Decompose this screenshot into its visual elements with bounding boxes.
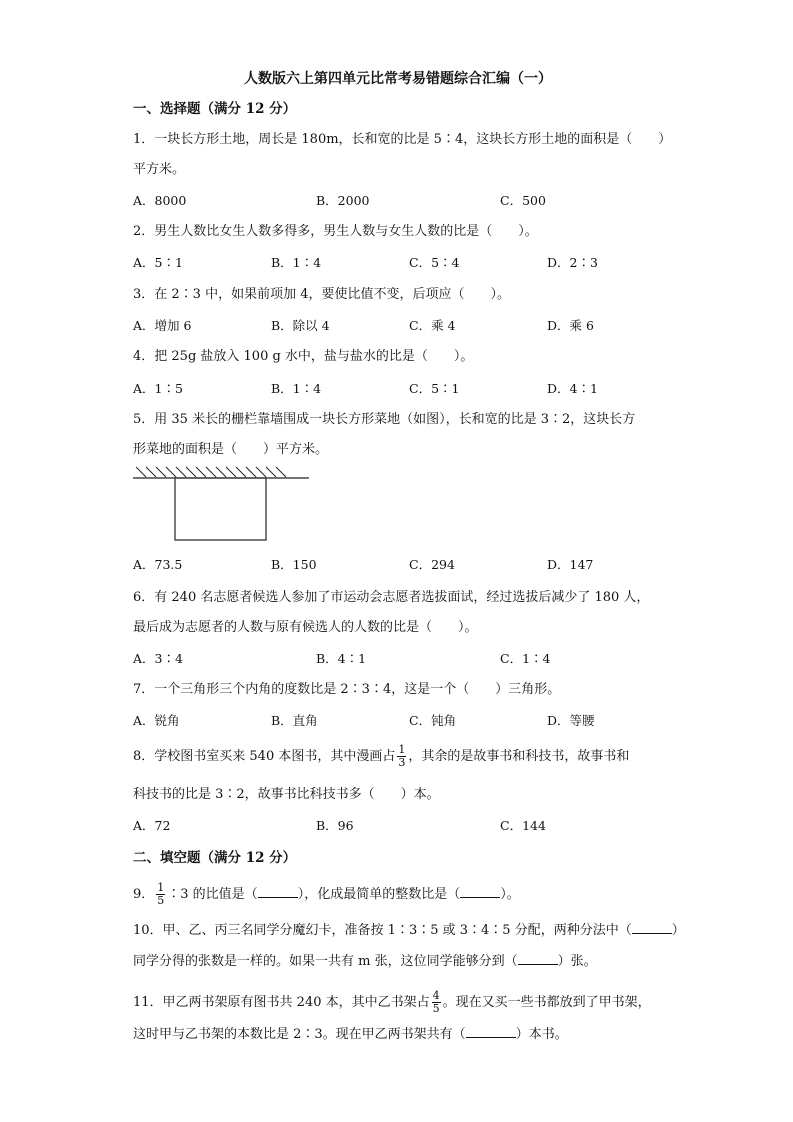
q3-option-b[interactable]: B．除以 4 [271,318,330,333]
question-6-line-2: 最后成为志愿者的人数与原有候选人的人数的比是（ ）。 [133,620,478,635]
question-5-line-1: 5．用 35 米长的栅栏靠墙围成一块长方形菜地（如图），长和宽的比是 3∶2，这块长方 [133,412,636,427]
q9-number: 9． [133,887,155,902]
q3-option-a[interactable]: A．增加 6 [133,318,192,333]
question-4-line-1: 4．把 25g 盐放入 100 g 水中，盐与盐水的比是（ ）。 [133,349,474,364]
q4-option-a[interactable]: A．1∶5 [133,381,183,396]
fraction-one-third [397,744,406,769]
q5-option-d[interactable]: D．147 [547,557,594,572]
section-heading-fill: 二、填空题（满分 12 分） [133,850,297,866]
question-6-line-1: 6．有 240 名志愿者候选人参加了市运动会志愿者选拔面试，经过选拔后减少了 180 人， [133,590,650,605]
question-11-line-1 [133,990,651,1015]
q6-option-b[interactable]: B．4∶1 [316,651,367,666]
q4-option-b[interactable]: B．1∶4 [271,381,322,396]
q2-option-a[interactable]: A．5∶1 [133,255,183,270]
question-9-line-1 [133,882,520,907]
fence-wall-diagram [133,466,313,546]
q2-option-d[interactable]: D．2∶3 [547,255,598,270]
q9-text-b: ），化成最简单的整数比是（ [297,887,461,902]
q11-text-a: 11．甲乙两书架原有图书共 240 本，其中乙书架占 [133,995,430,1010]
fraction-numerator: 4 [432,989,440,1002]
q4-option-c[interactable]: C．5∶1 [409,381,460,396]
q5-option-a[interactable]: A．73.5 [133,557,183,572]
q8-option-c[interactable]: C．144 [500,818,546,833]
answer-blank[interactable] [632,921,672,934]
fraction-denominator: 5 [432,1002,440,1015]
q10-text-c: 同学分得的张数是一样的。如果一共有 m 张，这位同学能够分到（ [133,954,518,969]
answer-blank[interactable] [258,885,298,898]
question-2-line-1: 2．男生人数比女生人数多得多，男生人数与女生人数的比是（ ）。 [133,224,538,239]
q11-text-d: ）本书。 [515,1027,568,1042]
q8-option-a[interactable]: A．72 [133,818,171,833]
q10-text-b: ） [671,923,685,938]
question-3-line-1: 3．在 2∶3 中，如果前项加 4，要使比值不变，后项应（ ）。 [133,287,510,302]
q11-text-b: 。现在又买一些书都放到了甲书架， [442,995,651,1010]
q10-text-a: 10．甲、乙、丙三名同学分魔幻卡，准备按 1∶3∶5 或 3∶4∶5 分配，两种分法中（ [133,923,632,938]
q2-option-c[interactable]: C．5∶4 [409,255,460,270]
q7-option-c[interactable]: C．钝角 [409,713,457,728]
question-10-line-1 [133,921,685,940]
answer-blank[interactable] [460,885,500,898]
q4-option-d[interactable]: D．4∶1 [547,381,598,396]
q2-option-b[interactable]: B．1∶4 [271,255,322,270]
q5-option-c[interactable]: C．294 [409,557,455,572]
fraction-numerator: 1 [157,881,165,894]
fraction-denominator: 5 [157,894,165,907]
question-11-line-2 [133,1025,568,1044]
q7-option-b[interactable]: B．直角 [271,713,318,728]
q6-option-c[interactable]: C．1∶4 [500,651,551,666]
page-title: 人数版六上第四单元比常考易错题综合汇编（一） [244,71,552,87]
question-8-line-2: 科技书的比是 3∶2，故事书比科技书多（ ）本。 [133,787,440,802]
q8-text-a: 8．学校图书室买来 540 本图书，其中漫画占 [133,749,396,764]
q8-text-b: ，其余的是故事书和科技书，故事书和 [408,749,630,764]
q1-option-c[interactable]: C．500 [500,193,546,208]
q8-option-b[interactable]: B．96 [316,818,354,833]
question-7-line-1: 7．一个三角形三个内角的度数比是 2∶3∶4，这是一个（ ）三角形。 [133,682,561,697]
fraction-four-fifths [432,990,441,1015]
q5-option-b[interactable]: B．150 [271,557,317,572]
q7-option-a[interactable]: A．锐角 [133,713,180,728]
q7-option-d[interactable]: D．等腰 [547,713,595,728]
q11-text-c: 这时甲与乙书架的本数比是 2∶3。现在甲乙两书架共有（ [133,1027,466,1042]
q9-text-c: ）。 [500,887,520,902]
q6-option-a[interactable]: A．3∶4 [133,651,183,666]
question-5-line-2: 形菜地的面积是（ ）平方米。 [133,442,329,457]
q9-text-a: ∶3 的比值是（ [167,887,258,902]
question-1-line-1: 1．一块长方形土地，周长是 180m，长和宽的比是 5∶4，这块长方形土地的面积是（ ） [133,132,672,147]
answer-blank[interactable] [466,1025,516,1038]
q10-text-d: ）张。 [557,954,597,969]
q1-option-b[interactable]: B．2000 [316,193,370,208]
q3-option-d[interactable]: D．乘 6 [547,318,594,333]
section-heading-choice: 一、选择题（满分 12 分） [133,101,297,117]
fraction-denominator: 3 [398,756,406,769]
fraction-numerator: 1 [398,743,406,756]
question-10-line-2 [133,952,597,971]
fraction-one-fifth [156,882,165,907]
answer-blank[interactable] [518,952,558,965]
q1-option-a[interactable]: A．8000 [133,193,187,208]
question-8-line-1 [133,744,629,769]
q3-option-c[interactable]: C．乘 4 [409,318,456,333]
question-1-line-2: 平方米。 [133,162,186,177]
